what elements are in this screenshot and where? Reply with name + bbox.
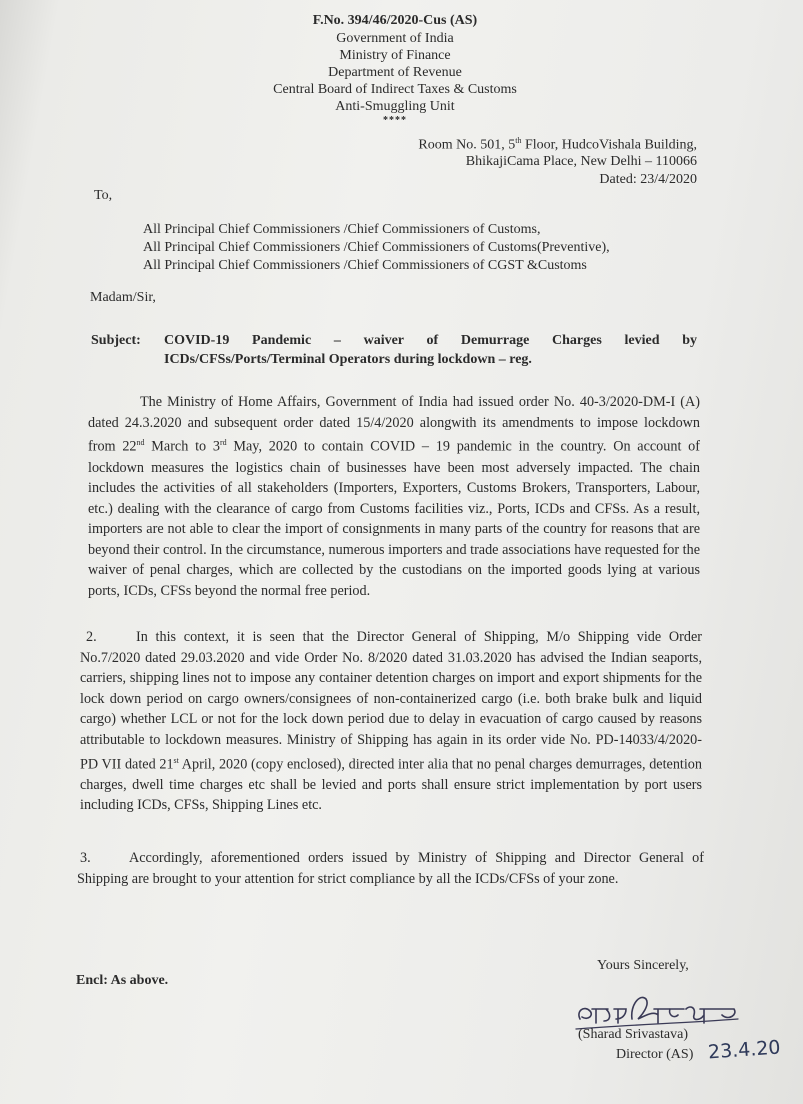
handwritten-date: 23.4.20 bbox=[707, 1036, 782, 1064]
paragraph-2: In this context, it is seen that the Director General of Shipping, M/o Shipping vide Order No.7/2020 dated 29.03.2020 and vide Order No. 8/2020 dated 31.03.2020 has advised the Indian seaports, carriers, shipping lines not to impose any container detention charges on import and export shipments for the lock down period on cargo owners/consignees of non-containerized cargo (i.e. both brake bulk and liquid cargo) whether LCL or not for the lock down period due to delay in evacuation of cargo caused by reasons attributable to lockdown measures. Ministry of Shipping has again in its order vide No. PD-14033/4/2020-PD VII dated 21st April, 2020 (copy enclosed), directed inter alia that no penal charges demurrages, detention charges, dwell time charges etc shall be levied and ports shall ensure strict implementation by port users including ICDs, CFSs, Shipping Lines etc. bbox=[80, 629, 702, 814]
header-ministry: Ministry of Finance bbox=[339, 48, 451, 63]
header-stars: **** bbox=[383, 115, 407, 126]
header-board: Central Board of Indirect Taxes & Customs bbox=[273, 82, 517, 97]
address-line-1: Room No. 501, 5th Floor, HudcoVishala Building, bbox=[418, 136, 697, 153]
yours-sincerely: Yours Sincerely, bbox=[597, 958, 689, 973]
dated: Dated: 23/4/2020 bbox=[599, 172, 697, 187]
recipient-3: All Principal Chief Commissioners /Chief Commissioners of CGST &Customs bbox=[143, 258, 587, 273]
to-label: To, bbox=[94, 188, 113, 203]
paragraph-3: Accordingly, aforementioned orders issued by Ministry of Shipping and Director General of Shipping are brought to your attention for strict compliance by all the ICDs/CFSs of your zone. bbox=[77, 850, 704, 887]
paragraph-1: The Ministry of Home Affairs, Government of India had issued order No. 40-3/2020-DM-I (A) dated 24.3.2020 and subsequent order dated 15/4/2020 alongwith its amendments to impose lockdown from 22nd March to 3rd May, 2020 to contain COVID – 19 pandemic in the country. On account of lockdown measures the logistics chain of businesses have been most adversely impacted. The chain includes the activities of all stakeholders (Importers, Exporters, Customs Brokers, Transporters, Labour, etc.) dealing with the clearance of cargo from Customs facilities viz., Ports, ICDs and CFSs. As a result, importers are not able to clear the import of consignments in many parts of the country for reasons that are beyond their control. In the circumstance, numerous importers and trade associations have requested for the waiver of penal charges, which are collected by the custodians on the imported goods lying at various ports, ICDs, CFSs beyond the normal free period. bbox=[88, 394, 700, 600]
subject-line-2: ICDs/CFSs/Ports/Terminal Operators during lockdown – reg. bbox=[164, 352, 532, 367]
signatory-designation: Director (AS) bbox=[616, 1047, 694, 1062]
recipient-1: All Principal Chief Commissioners /Chief Commissioners of Customs, bbox=[143, 222, 541, 237]
recipient-2: All Principal Chief Commissioners /Chief Commissioners of Customs(Preventive), bbox=[143, 240, 610, 255]
signatory-name: (Sharad Srivastava) bbox=[578, 1027, 689, 1042]
enclosure: Encl: As above. bbox=[76, 973, 169, 988]
paragraph-3-number: 3. bbox=[80, 850, 91, 866]
header-department: Department of Revenue bbox=[328, 65, 462, 80]
salutation: Madam/Sir, bbox=[90, 290, 156, 305]
file-number: F.No. 394/46/2020-Cus (AS) bbox=[312, 13, 478, 28]
address-line-2: BhikajiCama Place, New Delhi – 110066 bbox=[465, 154, 697, 169]
subject-label: Subject: bbox=[91, 333, 141, 348]
subject-line-1: COVID-19 Pandemic – waiver of Demurrage Charges levied by bbox=[164, 333, 697, 348]
header-government: Government of India bbox=[336, 31, 454, 46]
paragraph-2-number: 2. bbox=[86, 629, 97, 645]
header-unit: Anti-Smuggling Unit bbox=[335, 99, 455, 114]
